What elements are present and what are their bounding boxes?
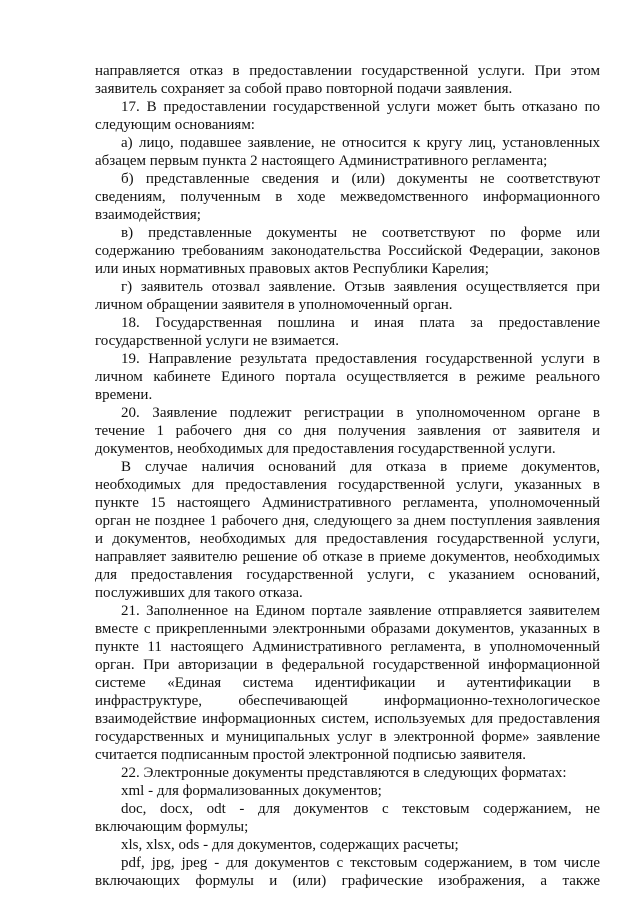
text-line: направляется отказ в предоставлении государственной услуги. При этом	[95, 63, 600, 79]
text-line: государственной услуги не взимается.	[95, 333, 339, 349]
text-line: 20. Заявление подлежит регистрации в уполномоченном органе в	[121, 405, 600, 421]
text-line: В случае наличия оснований для отказа в приеме документов,	[121, 459, 600, 475]
text-line: 18. Государственная пошлина и иная плата за предоставление	[121, 315, 600, 331]
text-line: пункте 15 настоящего Административного регламента, уполномоченный	[95, 495, 600, 511]
text-line: орган. При авторизации в федеральной государственной информационной	[95, 657, 600, 673]
text-line: времени.	[95, 387, 153, 403]
text-line: инфраструктуре, обеспечивающей информационно-технологическое	[95, 693, 600, 709]
text-line: орган не позднее 1 рабочего дня, следующего за днем поступления заявления	[95, 513, 600, 529]
text-line: doc, docx, odt - для документов с текстовым содержанием, не	[121, 801, 600, 817]
text-line: взаимодействия;	[95, 207, 201, 223]
text-line: следующим основаниям:	[95, 117, 255, 133]
text-line: системе «Единая система идентификации и аутентификации в	[95, 675, 600, 691]
text-line: направляет заявителю решение об отказе в приеме документов, необходимых	[95, 549, 600, 565]
text-line: вместе с прикрепленными электронными образами документов, указанных в	[95, 621, 600, 637]
text-line: б) представленные сведения и (или) документы не соответствуют	[121, 171, 600, 187]
text-line: xml - для формализованных документов;	[121, 783, 382, 799]
text-line: взаимодействие информационных систем, используемых для предоставления	[95, 711, 600, 727]
text-line: г) заявитель отозвал заявление. Отзыв заявления осуществляется при	[121, 279, 600, 295]
text-line: для предоставления государственной услуги, с указанием оснований,	[95, 567, 600, 583]
text-line: в) представленные документы не соответствуют по форме или	[121, 225, 600, 241]
text-line: и документов, необходимых для предоставления государственной услуги,	[95, 531, 600, 547]
text-line: 17. В предоставлении государственной услуги может быть отказано по	[121, 99, 600, 115]
text-line: необходимых для предоставления государственной услуги, указанных в	[95, 477, 600, 493]
text-line: личном кабинете Единого портала осуществляется в режиме реального	[95, 369, 600, 385]
text-line: заявитель сохраняет за собой право повторной подачи заявления.	[95, 81, 513, 97]
text-line: 19. Направление результата предоставления государственной услуги в	[121, 351, 600, 367]
text-line: pdf, jpg, jpeg - для документов с текстовым содержанием, в том числе	[121, 855, 600, 871]
text-line: течение 1 рабочего дня со дня получения заявления от заявителя и	[95, 423, 600, 439]
text-line: 22. Электронные документы представляются в следующих форматах:	[121, 765, 567, 781]
text-line: включающим формулы;	[95, 819, 249, 835]
text-line: сведениям, полученным в ходе межведомственного информационного	[95, 189, 600, 205]
text-line: пункте 11 настоящего Административного регламента, в уполномоченный	[95, 639, 600, 655]
text-line: xls, xlsx, ods - для документов, содержащих расчеты;	[121, 837, 459, 853]
text-line: 21. Заполненное на Едином портале заявление отправляется заявителем	[121, 603, 600, 619]
text-line: личном обращении заявителя в уполномоченный орган.	[95, 297, 453, 313]
text-line: послуживших для такого отказа.	[95, 585, 303, 601]
text-line: включающих формулы и (или) графические изображения, а также	[95, 873, 600, 889]
text-line: содержанию требованиям законодательства Российской Федерации, законов	[95, 243, 600, 259]
text-line: считается подписанным простой электронной подписью заявителя.	[95, 747, 527, 763]
text-line: а) лицо, подавшее заявление, не относится к кругу лиц, установленных	[121, 135, 600, 151]
text-line: документов, необходимых для предоставления государственной услуги.	[95, 441, 556, 457]
text-line: государственных и муниципальных услуг в электронной форме» заявление	[95, 729, 600, 745]
text-line: абзацем первым пункта 2 настоящего Административного регламента;	[95, 153, 548, 169]
text-line: или иных нормативных правовых актов Республики Карелия;	[95, 261, 489, 277]
